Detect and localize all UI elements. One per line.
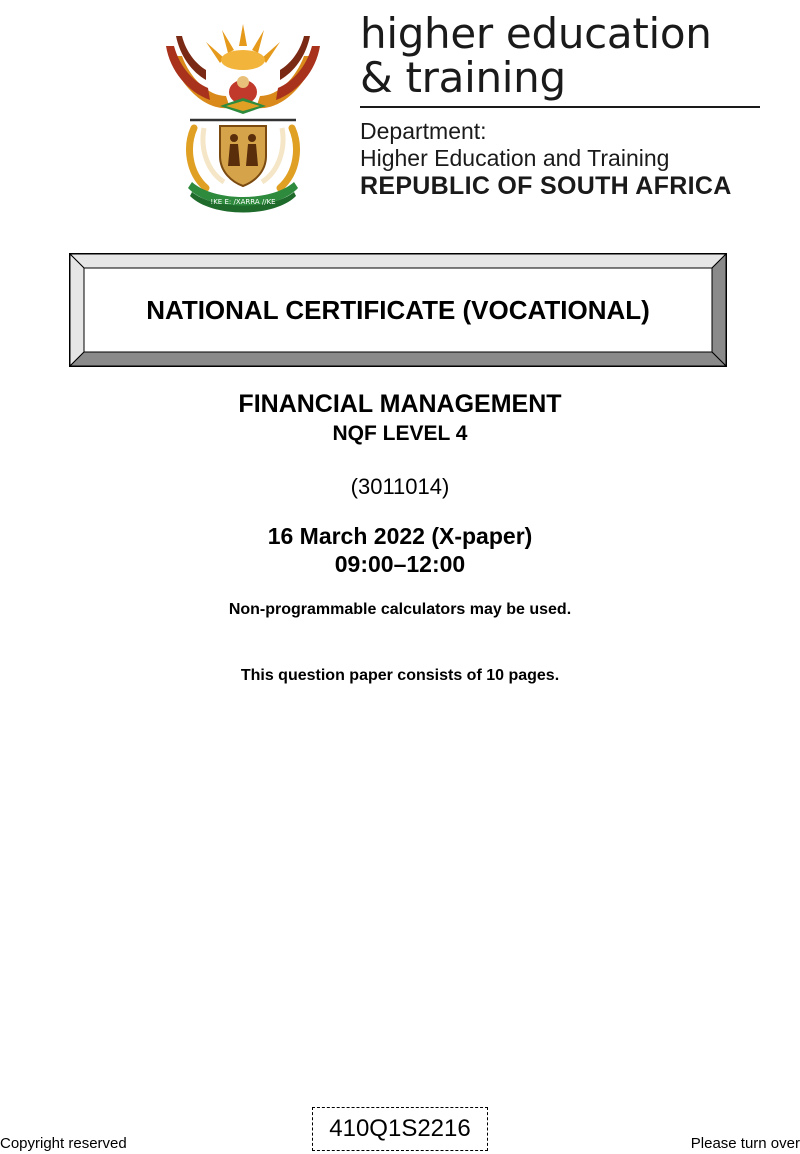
department-wordmark	[360, 9, 760, 102]
crest-motto: !KE E: /XARRA //KE	[210, 198, 276, 206]
paper-code-box: 410Q1S2216	[312, 1107, 488, 1151]
nqf-level: NQF LEVEL 4	[332, 422, 468, 445]
exam-time: 09:00–12:00	[334, 551, 466, 577]
subject-title: FINANCIAL MANAGEMENT	[238, 390, 562, 418]
certificate-title: NATIONAL CERTIFICATE (VOCATIONAL)	[146, 294, 650, 325]
brand-line-2: & training	[360, 53, 566, 102]
turn-over-note: Please turn over	[690, 1135, 800, 1152]
coat-of-arms-icon	[160, 16, 326, 216]
brand-line-1: higher education	[360, 9, 712, 58]
country-name: REPUBLIC OF SOUTH AFRICA	[360, 172, 732, 200]
exam-date: 16 March 2022 (X-paper)	[267, 523, 533, 549]
header-divider	[360, 106, 760, 108]
copyright-notice: Copyright reserved	[0, 1135, 127, 1152]
subject-code: (3011014)	[350, 474, 450, 499]
certificate-title-box	[69, 253, 727, 367]
dept-full-name: Higher Education and Training	[360, 145, 670, 171]
page-count-note: This question paper consists of 10 pages.	[240, 667, 560, 684]
calculator-note: Non-programmable calculators may be used.	[228, 601, 572, 618]
dept-label: Department:	[360, 118, 487, 144]
department-name	[360, 118, 780, 201]
